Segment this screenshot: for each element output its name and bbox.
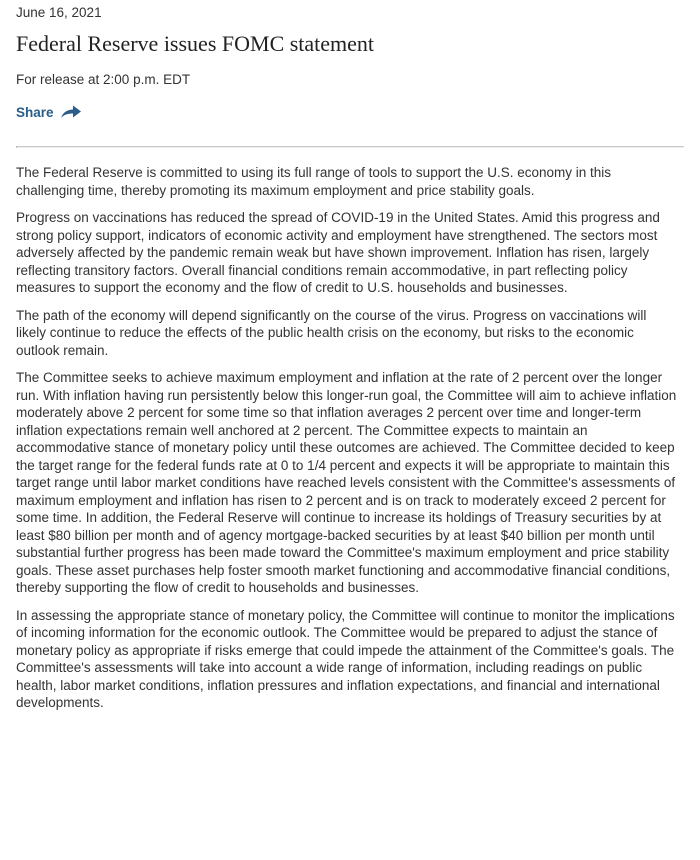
statement-body <box>16 164 678 722</box>
statement-paragraph: The Committee seeks to achieve maximum employment and inflation at the rate of 2 percent over the longer run. With inflation having run persistently below this longer-run goal, the Committee will aim to achieve inflation moderately above 2 percent for some time so that inflation averages 2 percent over time and longer-term inflation expectations remain well anchored at 2 percent. The Committee expects to maintain an accommodative stance of monetary policy until these outcomes are achieved. The Committee decided to keep the target range for the federal funds rate at 0 to 1/4 percent and expects it will be appropriate to maintain this target range until labor market conditions have reached levels consistent with the Committee's assessments of maximum employment and inflation has risen to 2 percent and is on track to moderately exceed 2 percent for some time. In addition, the Federal Reserve will continue to increase its holdings of Treasury securities by at least $80 billion per month and of agency mortgage-backed securities by at least $40 billion per month until substantial further progress has been made toward the Committee's maximum employment and price stability goals. These asset purchases help foster smooth market functioning and accommodative financial conditions, thereby supporting the flow of credit to households and businesses. <box>16 370 677 595</box>
release-time: For release at 2:00 p.m. EDT <box>16 72 191 87</box>
statement-paragraph: Progress on vaccinations has reduced the spread of COVID-19 in the United States. Amid this progress and strong policy support, indicators of economic activity and employment have strengthened. The sectors most adversely affected by the pandemic remain weak but have shown improvement. Inflation has risen, largely reflecting transitory factors. Overall financial conditions remain accommodative, in part reflecting policy measures to support the economy and the flow of credit to U.S. households and businesses. <box>16 210 660 295</box>
statement-paragraph: The Federal Reserve is committed to using its full range of tools to support the U.S. economy in this challenging time, thereby promoting its maximum employment and price stability goals. <box>16 165 612 198</box>
share-label: Share <box>16 104 54 120</box>
release-date: June 16, 2021 <box>16 5 102 20</box>
page-title: Federal Reserve issues FOMC statement <box>16 31 375 56</box>
share-arrow-icon <box>60 104 82 120</box>
header-divider <box>16 146 684 148</box>
statement-paragraph: In assessing the appropriate stance of monetary policy, the Committee will continue to monitor the implications of incoming information for the economic outlook. The Committee would be prepared to adjust the stance of monetary policy as appropriate if risks emerge that could impede the attainment of the Committee's goals. The Committee's assessments will take into account a wide range of information, including readings on public health, labor market conditions, inflation pressures and inflation expectations, and financial and international developments. <box>16 607 675 710</box>
share-button[interactable] <box>16 104 82 120</box>
statement-paragraph: The path of the economy will depend significantly on the course of the virus. Progress on vaccinations will likely continue to reduce the effects of the public health crisis on the economy, but risks to the economic outlook remain. <box>16 307 647 358</box>
